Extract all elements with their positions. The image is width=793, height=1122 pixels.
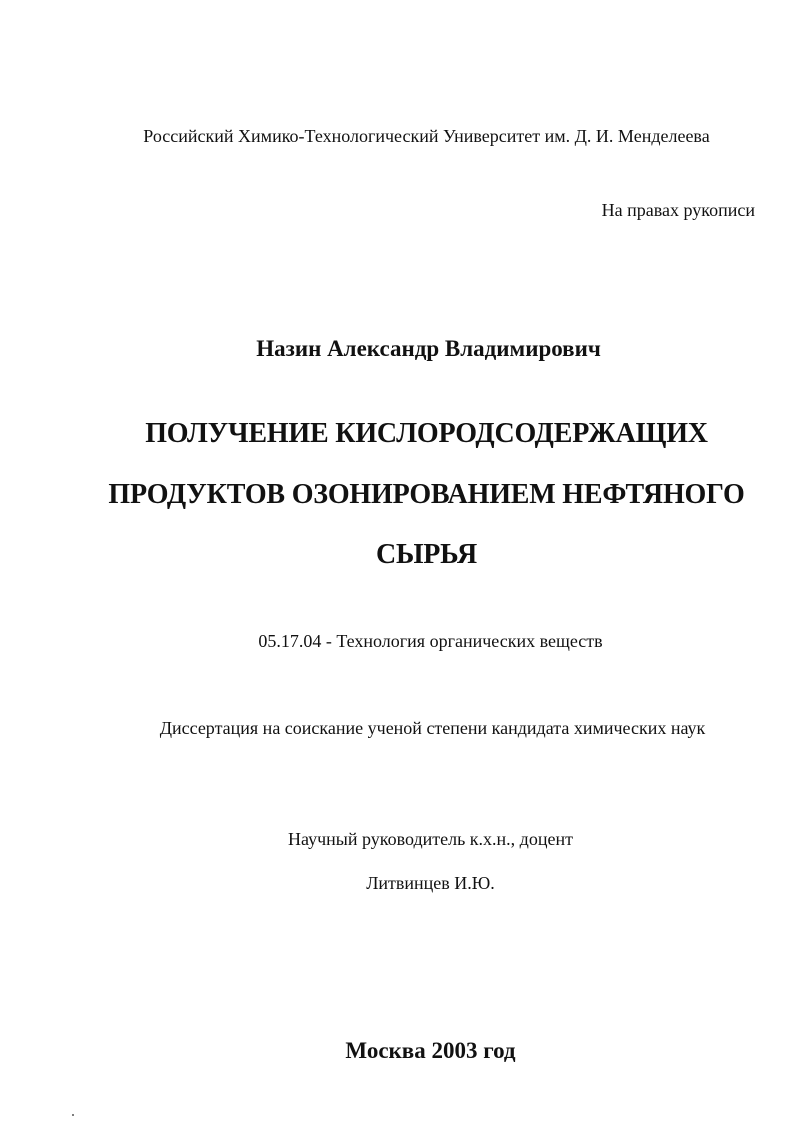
city-year: Москва 2003 год bbox=[345, 1038, 516, 1063]
degree-statement: Диссертация на соискание ученой степени кандидата химических наук bbox=[159, 718, 706, 738]
dissertation-title-line-1: ПОЛУЧЕНИЕ КИСЛОРОДСОДЕРЖАЩИХ bbox=[145, 418, 708, 449]
university-name: Российский Химико-Технологический Университет им. Д. И. Менделеева bbox=[143, 126, 710, 146]
author-name: Назин Александр Владимирович bbox=[256, 336, 601, 361]
rights-note: На правах рукописи bbox=[601, 200, 755, 220]
supervisor-name: Литвинцев И.Ю. bbox=[366, 873, 495, 893]
scan-speck bbox=[72, 1114, 74, 1116]
dissertation-title-line-2: ПРОДУКТОВ ОЗОНИРОВАНИЕМ НЕФТЯНОГО bbox=[108, 479, 745, 510]
specialty-code: 05.17.04 - Технология органических веществ bbox=[258, 631, 603, 651]
supervisor-label: Научный руководитель к.х.н., доцент bbox=[288, 829, 573, 849]
dissertation-title-line-3: СЫРЬЯ bbox=[375, 539, 478, 570]
